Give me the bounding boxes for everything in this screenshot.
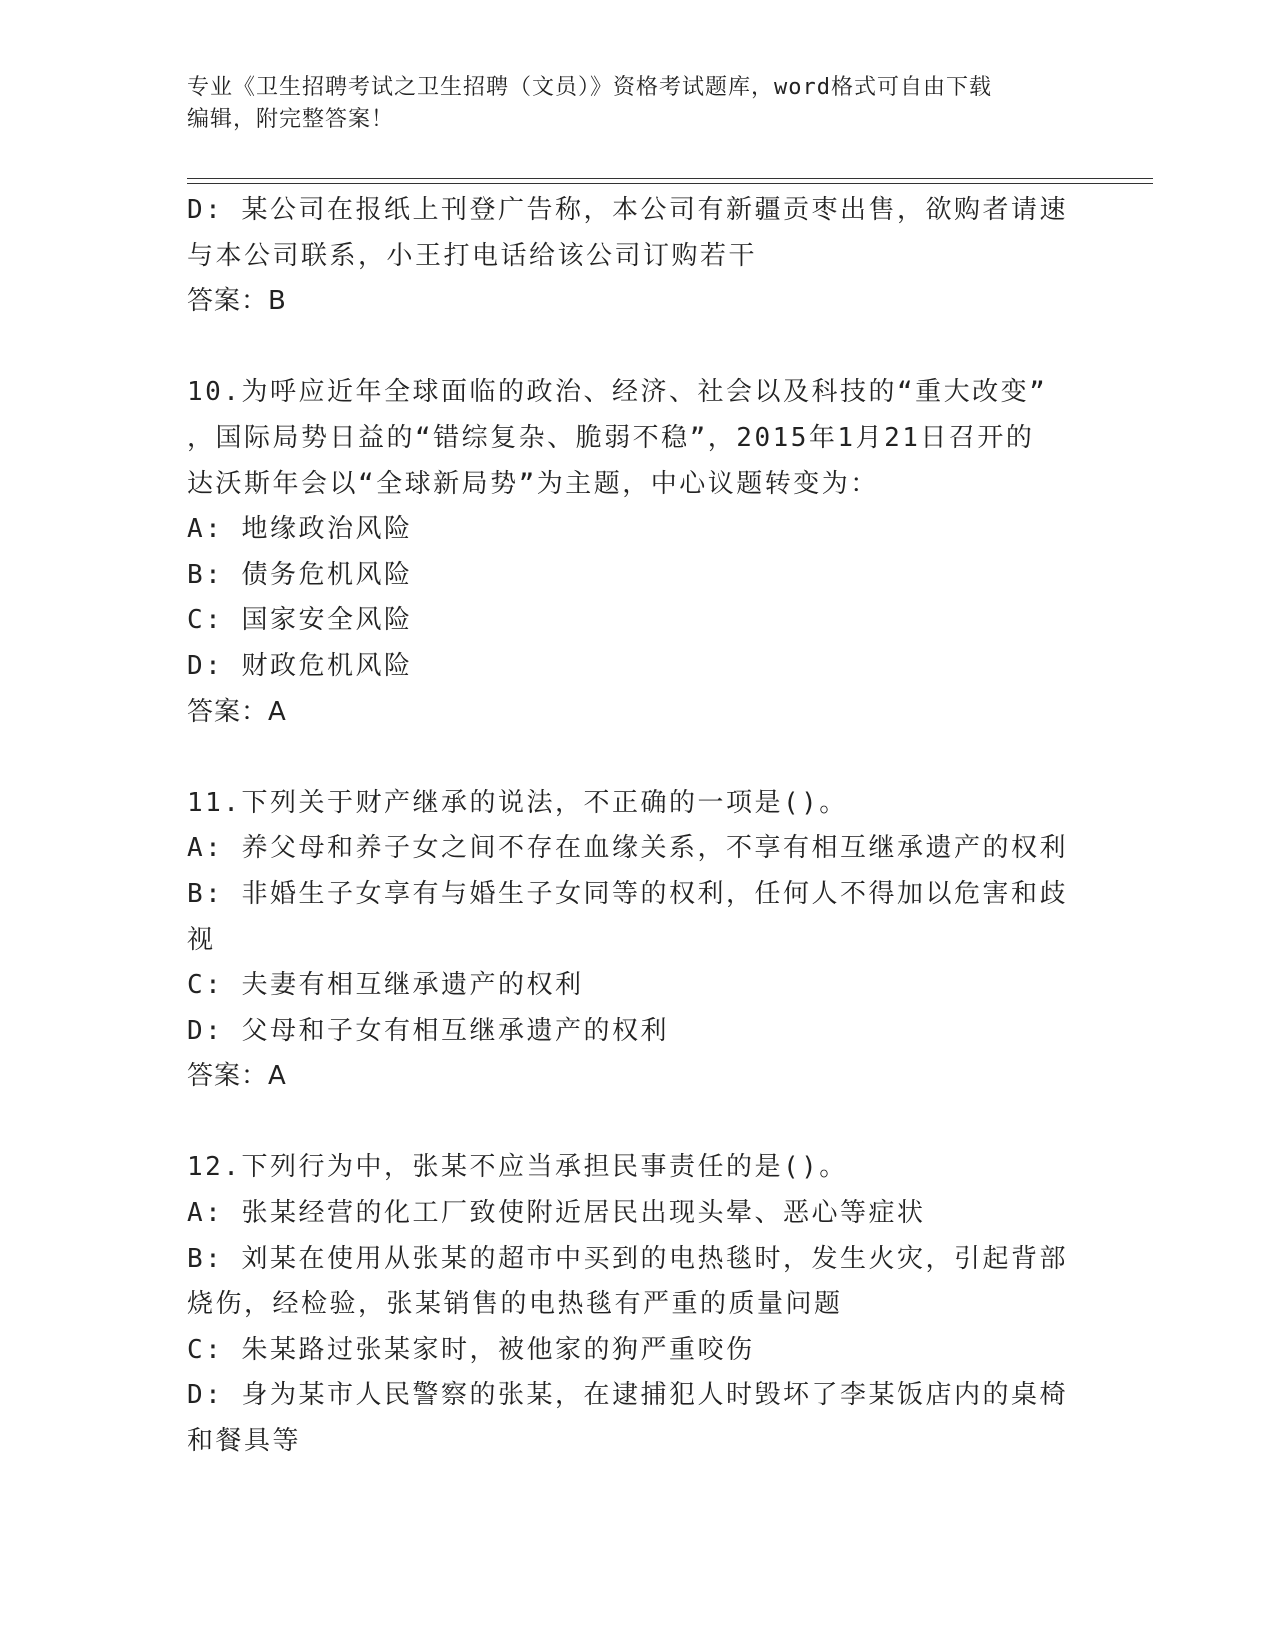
option-b: B: 债务危机风险 (187, 559, 413, 590)
option-d-line-2: 与本公司联系，小王打电话给该公司订购若干 (187, 240, 758, 271)
question-stem-line-2: ，国际局势日益的“错综复杂、脆弱不稳”，2015年1月21日召开的 (187, 422, 1035, 453)
question-stem-line-1: 10.为呼应近年全球面临的政治、经济、社会以及科技的“重大改变” (187, 377, 1048, 408)
document-body (187, 188, 1087, 1465)
header-line-1: 专业《卫生招聘考试之卫生招聘（文员）》资格考试题库，word格式可自由下载 (187, 75, 992, 100)
header-divider-top (187, 178, 1153, 179)
option-a: A: 张某经营的化工厂致使附近居民出现头晕、恶心等症状 (187, 1198, 926, 1229)
question-stem-line-3: 达沃斯年会以“全球新局势”为主题，中心议题转变为： (187, 468, 879, 499)
option-d: D: 财政危机风险 (187, 650, 413, 681)
question-10 (187, 370, 1087, 735)
option-a: A: 地缘政治风险 (187, 514, 413, 545)
spacer (187, 1100, 1087, 1146)
document-header (187, 72, 1087, 136)
option-b-line-2: 烧伤，经检验，张某销售的电热毯有严重的质量问题 (187, 1289, 843, 1320)
option-d: D: 父母和子女有相互继承遗产的权利 (187, 1015, 669, 1046)
option-a: A: 养父母和养子女之间不存在血缘关系，不享有相互继承遗产的权利 (187, 833, 1068, 864)
option-c: C: 夫妻有相互继承遗产的权利 (187, 970, 584, 1001)
option-c: C: 国家安全风险 (187, 605, 413, 636)
question-stem-line-1: 12.下列行为中，张某不应当承担民事责任的是()。 (187, 1152, 848, 1183)
spacer (187, 325, 1087, 371)
option-c: C: 朱某路过张某家时，被他家的狗严重咬伤 (187, 1334, 755, 1365)
option-d-line-1: D: 某公司在报纸上刊登广告称，本公司有新疆贡枣出售，欲购者请速 (187, 195, 1068, 225)
prev-question-tail (187, 188, 1087, 325)
answer-line: 答案：B (187, 286, 287, 317)
header-divider-bottom (187, 183, 1153, 184)
option-b-line-1: B: 刘某在使用从张某的超市中买到的电热毯时，发生火灾，引起背部 (187, 1243, 1068, 1274)
option-b-line-1: B: 非婚生子女享有与婚生子女同等的权利，任何人不得加以危害和歧 (187, 878, 1068, 909)
answer-line: 答案：A (187, 1061, 287, 1092)
answer-line: 答案：A (187, 696, 287, 727)
question-12 (187, 1145, 1087, 1464)
option-d-line-2: 和餐具等 (187, 1426, 302, 1457)
question-stem-line-1: 11.下列关于财产继承的说法，不正确的一项是()。 (187, 787, 848, 818)
option-d-line-1: D: 身为某市人民警察的张某，在逮捕犯人时毁坏了李某饭店内的桌椅 (187, 1380, 1068, 1411)
question-11 (187, 781, 1087, 1100)
option-b-line-2: 视 (187, 924, 216, 955)
spacer (187, 735, 1087, 781)
header-line-2: 编辑，附完整答案！ (187, 107, 395, 132)
